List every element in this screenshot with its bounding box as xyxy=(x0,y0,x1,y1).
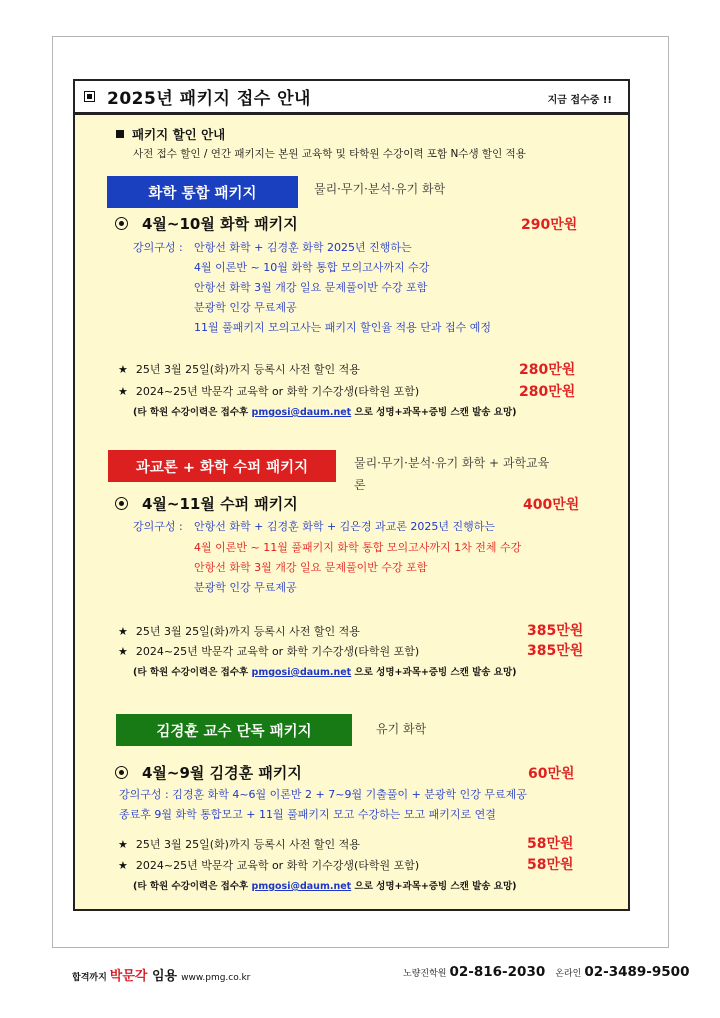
composition-line: 종료후 9월 화학 통합모고 + 11월 풀패키지 모고 수강하는 모고 패키지로 연결 xyxy=(119,808,496,821)
discount-item: ★ 25년 3월 25일(화)까지 등록시 사전 할인 적용 xyxy=(118,363,360,376)
status-text: 지금 접수중 !! xyxy=(547,95,612,106)
package-price: 60만원 xyxy=(528,766,575,782)
composition-line: 분광학 인강 무료제공 xyxy=(194,581,297,594)
package-price: 290만원 xyxy=(521,217,578,233)
branch-phone: 02-816-2030 xyxy=(449,964,546,980)
checkbox-square-icon xyxy=(84,91,95,102)
composition-label: 강의구성 : xyxy=(133,520,183,533)
page-title: 2025년 패키지 접수 안내 xyxy=(107,89,311,109)
composition-label: 강의구성 : xyxy=(133,241,183,254)
footer-logo: 합격까지 박문각 임용 www.pmg.co.kr xyxy=(72,969,251,984)
document-note: (타 학원 수강이력은 접수후 pmgosi@daum.net 으로 성명+과목+증빙 스캔 발송 요망) xyxy=(133,407,517,418)
website-link[interactable]: www.pmg.co.kr xyxy=(181,973,251,983)
discount-item: ★ 25년 3월 25일(화)까지 등록시 사전 할인 적용 xyxy=(118,838,360,851)
composition-line: 안항선 화학 3월 개강 일요 문제풀이반 수강 포함 xyxy=(194,281,428,294)
composition-line: 안항선 화학 + 김경훈 화학 + 김은경 과교론 2025년 진행하는 xyxy=(194,520,496,533)
radio-selected-icon xyxy=(115,217,128,230)
star-icon: ★ xyxy=(118,363,128,376)
discount-item: ★ 2024~25년 박문각 교육학 or 화학 기수강생(타학원 포함) xyxy=(118,645,420,658)
composition-line: 강의구성 : 김경훈 화학 4~6월 이론반 2 + 7~9월 기출풀이 + 분광학 인강 무료제공 xyxy=(119,788,527,801)
package-banner-super: 과교론 + 화학 수퍼 패키지 xyxy=(108,450,336,482)
discount-price: 280만원 xyxy=(519,384,576,400)
discount-notice-title: 패키지 할인 안내 xyxy=(116,125,225,143)
package-title: 4월~9월 김경훈 패키지 xyxy=(115,762,302,783)
discount-price: 385만원 xyxy=(527,643,584,659)
package-title: 4월~11월 수퍼 패키지 xyxy=(115,493,298,514)
package-subjects: 유기 화학 xyxy=(376,722,427,736)
package-subjects: 물리·무기·분석·유기 화학 xyxy=(314,182,446,196)
brand-name: 박문각 임용 xyxy=(109,969,178,984)
package-banner-kim: 김경훈 교수 단독 패키지 xyxy=(116,714,352,746)
star-icon: ★ xyxy=(118,645,128,658)
package-subjects: 론 xyxy=(354,478,366,492)
radio-selected-icon xyxy=(115,497,128,510)
discount-price: 280만원 xyxy=(519,362,576,378)
composition-line: 11월 풀패키지 모의고사는 패키지 할인율 적용 단과 접수 예정 xyxy=(194,321,491,334)
email-link[interactable]: pmgosi@daum.net xyxy=(251,667,352,678)
package-price: 400만원 xyxy=(523,497,580,513)
composition-line: 안항선 화학 3월 개강 일요 문제풀이반 수강 포함 xyxy=(194,561,428,574)
composition-line: 안항선 화학 + 김경훈 화학 2025년 진행하는 xyxy=(194,241,412,254)
package-subjects: 물리·무기·분석·유기 화학 + 과학교육 xyxy=(354,456,550,470)
star-icon: ★ xyxy=(118,385,128,398)
footer-contact: 노량진학원 02-816-2030 온라인 02-3489-9500 xyxy=(403,964,690,980)
package-banner-chemistry: 화학 통합 패키지 xyxy=(107,176,298,208)
discount-price: 58만원 xyxy=(527,836,574,852)
discount-price: 385만원 xyxy=(527,623,584,639)
composition-line: 4월 이론반 ~ 10월 화학 통합 모의고사까지 수강 xyxy=(194,261,430,274)
star-icon: ★ xyxy=(118,859,128,872)
discount-notice-text: 사전 접수 할인 / 연간 패키지는 본원 교육학 및 타학원 수강이력 포함 N수생 할인 적용 xyxy=(133,148,526,160)
discount-item: ★ 2024~25년 박문각 교육학 or 화학 기수강생(타학원 포함) xyxy=(118,385,420,398)
star-icon: ★ xyxy=(118,838,128,851)
online-phone: 02-3489-9500 xyxy=(584,964,690,980)
star-icon: ★ xyxy=(118,625,128,638)
package-title: 4월~10월 화학 패키지 xyxy=(115,213,298,234)
composition-line: 분광학 인강 무료제공 xyxy=(194,301,297,314)
document-note: (타 학원 수강이력은 접수후 pmgosi@daum.net 으로 성명+과목+증빙 스캔 발송 요망) xyxy=(133,881,517,892)
email-link[interactable]: pmgosi@daum.net xyxy=(251,881,352,892)
radio-selected-icon xyxy=(115,766,128,779)
discount-item: ★ 25년 3월 25일(화)까지 등록시 사전 할인 적용 xyxy=(118,625,360,638)
discount-price: 58만원 xyxy=(527,857,574,873)
composition-line: 4월 이론반 ~ 11월 풀패키지 화학 통합 모의고사까지 1차 전체 수강 xyxy=(194,541,522,554)
bullet-square-icon xyxy=(116,130,124,138)
email-link[interactable]: pmgosi@daum.net xyxy=(251,407,352,418)
discount-item: ★ 2024~25년 박문각 교육학 or 화학 기수강생(타학원 포함) xyxy=(118,859,420,872)
document-note: (타 학원 수강이력은 접수후 pmgosi@daum.net 으로 성명+과목+증빙 스캔 발송 요망) xyxy=(133,667,517,678)
header-bar xyxy=(73,79,630,115)
